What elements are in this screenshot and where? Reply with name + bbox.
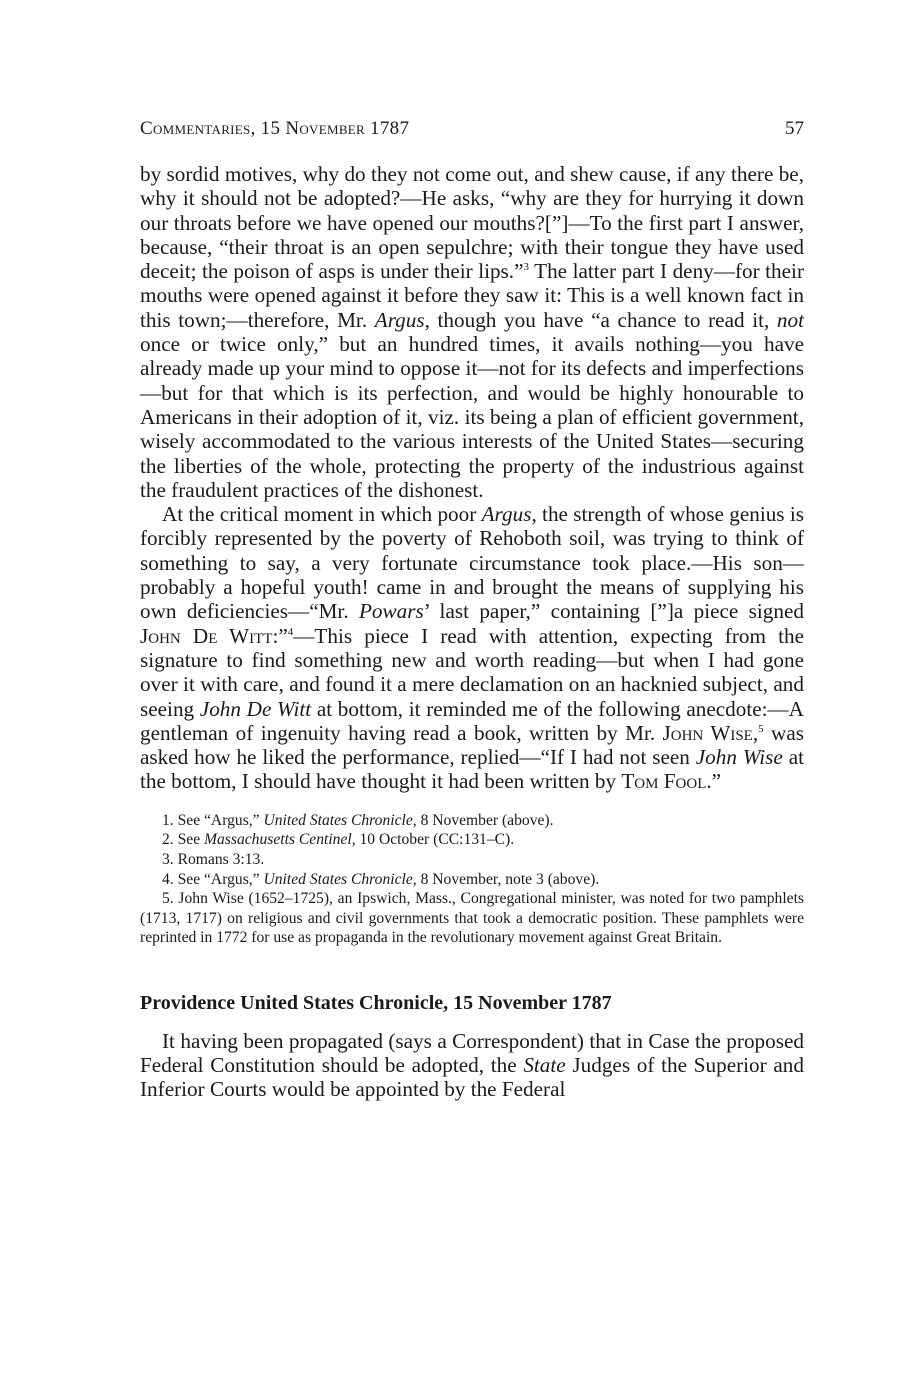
footnote-ref[interactable]: 5	[758, 722, 764, 735]
italic-title: Massachusetts Centinel,	[204, 831, 356, 849]
footnotes	[140, 811, 804, 948]
text-run: :”	[272, 623, 288, 648]
small-caps-name: John Wise	[662, 720, 753, 745]
running-header	[140, 118, 804, 140]
document-page	[140, 118, 804, 1123]
text-run: at the bottom, I should have thought it had been written by	[140, 745, 805, 794]
text-run: once or twice only,” but an hundred times, it avails nothing—you have already made up your mind to oppose it—not for its defects and imperfections—but for that which is its perfection, and would be highly honourable to Americans in their adoption of it, viz. its being a plan of efficient government, wisely accommodated to the various interests of the United States—securing the liberties of the whole, protecting the property of the industrious against the fraudulent practices of the dishonest.	[140, 332, 804, 502]
italic-emphasis: State	[523, 1053, 566, 1078]
text-run: by sordid motives, why do they not come out, and shew cause, if any there be, why it should not be adopted?—He asks, “why are they for hurrying it down our throats before we have opened our mouths?[”]—To the first part I answer, because, “their throat is an open sepulchre; with their tongue they have used deceit; the poison of asps is under their lips.”	[140, 162, 804, 284]
text-run: ,	[752, 720, 759, 745]
text-run: The latter part I deny—for their mouths were opened against it before they saw it: This is a well known fact in this town;—therefore, Mr.	[140, 259, 804, 332]
italic-title: United States Chronicle,	[263, 811, 417, 829]
paragraph	[140, 162, 804, 502]
footnote-ref[interactable]: 3	[523, 261, 530, 274]
italic-title: United States Chronicle,	[263, 870, 417, 888]
text-run: Judges of the Superior and Inferior Courts would be appointed by the Federal	[140, 1053, 804, 1102]
text-run: , though you have “a chance to read it,	[424, 307, 777, 332]
section-paragraph	[140, 1029, 804, 1102]
section-heading: Providence United States Chronicle, 15 November 1787	[140, 991, 612, 1014]
text-run: was asked how he liked the performance, replied—“If I had not seen	[140, 720, 804, 770]
footnote-1	[140, 811, 804, 831]
small-caps-name: Tom Fool	[621, 769, 707, 794]
running-head-title: Commentaries, 15 November 1787	[140, 118, 410, 139]
text-run: 4. See “Argus,”	[162, 870, 264, 888]
text-run: —This piece I read with attention, expecting from the signature to find something new and worth reading—but when I had gone over it with care, and found it a mere declamation on an hacknied subject, and seeing	[140, 623, 804, 721]
italic-name: Powars	[358, 599, 424, 624]
footnote-4	[140, 870, 804, 890]
text-run: .”	[706, 769, 722, 794]
text-run: 8 November, note 3 (above).	[416, 870, 600, 888]
small-caps-name: John De Witt	[140, 623, 273, 648]
text-run: 10 October (CC:131–C).	[355, 831, 515, 849]
footnote-3: 3. Romans 3:13.	[162, 850, 265, 868]
text-run: , the strength of whose genius is forcibly represented by the poverty of Rehoboth soil, was trying to think of something to say, a very fortunate circumstance took place.—His son—probably a hopeful youth! came in and brought the means of supplying his own deficiencies—“Mr.	[140, 502, 804, 624]
footnote-ref[interactable]: 4	[287, 625, 294, 638]
italic-name: Argus	[374, 307, 425, 332]
footnote-2	[140, 830, 804, 850]
italic-name: John De Witt	[199, 696, 312, 721]
paragraph	[140, 502, 804, 794]
footnote-5: 5. John Wise (1652–1725), an Ipswich, Mass., Congregational minister, was noted for two pamphlets (1713, 1717) on religious and civil governments that took a democratic position. These pamphlets were reprinted in 1772 for use as propaganda in the revolutionary movement against Great Britain.	[140, 890, 804, 947]
italic-name: John Wise	[695, 745, 783, 770]
italic-name: Argus	[481, 502, 532, 527]
text-run: 1. See “Argus,”	[162, 811, 264, 829]
text-run: At the critical moment in which poor	[162, 502, 482, 527]
text-run: at bottom, it reminded me of the following anecdote:—A gentleman of ingenuity having read a book, written by Mr.	[140, 696, 804, 745]
main-text	[140, 162, 804, 794]
text-run: It having been propagated (says a Correspondent) that in Case the proposed Federal Constitution should be adopted, the	[140, 1028, 804, 1078]
italic-emphasis: not	[776, 307, 804, 332]
page-number: 57	[785, 118, 804, 139]
text-run: 2. See	[162, 831, 205, 849]
text-run: 8 November (above).	[416, 811, 554, 829]
text-run: ’ last paper,” containing [”]a piece signed	[423, 599, 804, 624]
